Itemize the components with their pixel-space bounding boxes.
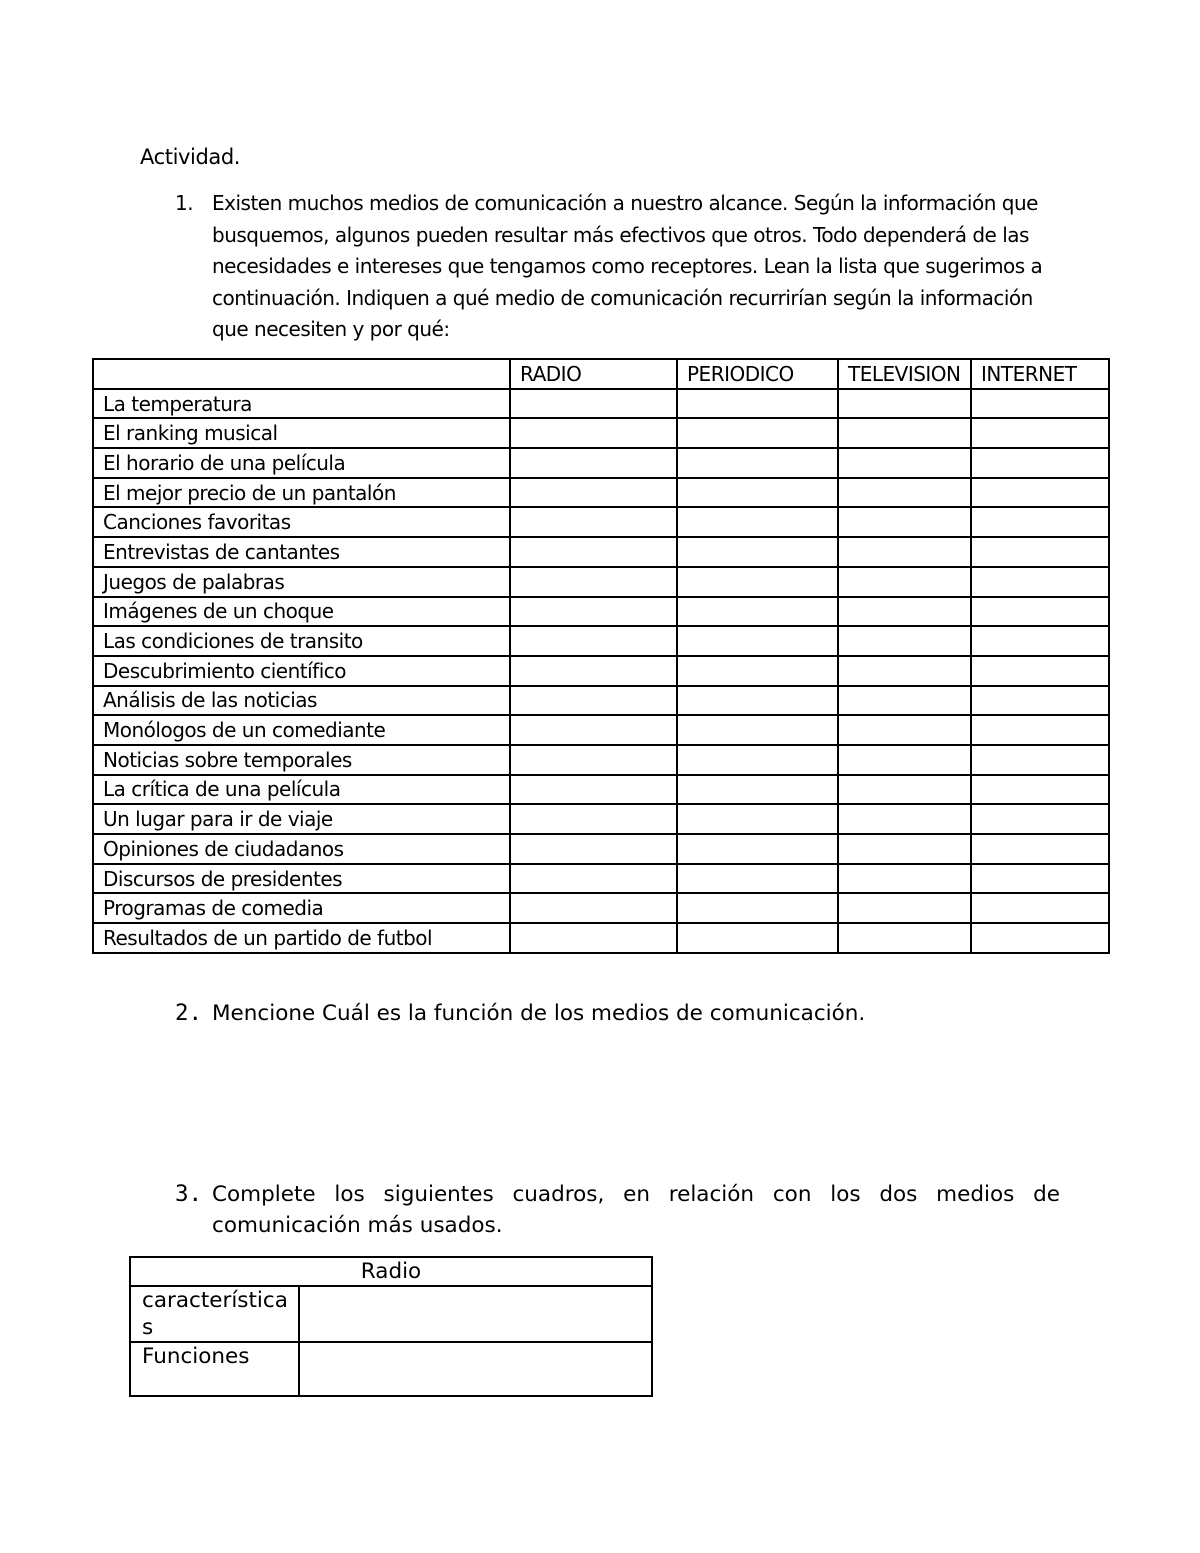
table-row bbox=[93, 715, 1109, 745]
media-table-answer-cell[interactable] bbox=[510, 656, 677, 686]
media-table-answer-cell[interactable] bbox=[838, 507, 971, 537]
question-3-line: Complete los siguientes cuadros, en relación con los dos medios de bbox=[212, 1182, 1060, 1207]
media-table-answer-cell[interactable] bbox=[838, 834, 971, 864]
media-table-answer-cell[interactable] bbox=[677, 864, 838, 894]
table-row bbox=[93, 448, 1109, 478]
media-table-answer-cell[interactable] bbox=[677, 893, 838, 923]
radio-table bbox=[129, 1256, 653, 1397]
media-table-answer-cell[interactable] bbox=[838, 597, 971, 627]
media-table-answer-cell[interactable] bbox=[677, 537, 838, 567]
media-table-answer-cell[interactable] bbox=[971, 597, 1109, 627]
question-1-line: busquemos, algunos pueden resultar más efectivos que otros. Todo dependerá de las bbox=[212, 222, 1029, 247]
media-table-answer-cell[interactable] bbox=[510, 923, 677, 953]
media-table-row-label: El horario de una película bbox=[93, 448, 510, 478]
media-table-answer-cell[interactable] bbox=[838, 923, 971, 953]
media-table-answer-cell[interactable] bbox=[838, 537, 971, 567]
media-table-answer-cell[interactable] bbox=[838, 775, 971, 805]
media-table-answer-cell[interactable] bbox=[510, 389, 677, 419]
media-table-row-label: Programas de comedia bbox=[93, 893, 510, 923]
media-table-answer-cell[interactable] bbox=[510, 715, 677, 745]
radio-table-row-label: características bbox=[130, 1286, 299, 1342]
media-table-row-label: El mejor precio de un pantalón bbox=[93, 478, 510, 508]
media-table-row-label: Análisis de las noticias bbox=[93, 686, 510, 716]
question-1-line: Existen muchos medios de comunicación a nuestro alcance. Según la información que bbox=[212, 191, 1038, 215]
media-table-answer-cell[interactable] bbox=[838, 656, 971, 686]
media-table-answer-cell[interactable] bbox=[510, 775, 677, 805]
media-table-answer-cell[interactable] bbox=[510, 418, 677, 448]
media-table-answer-cell[interactable] bbox=[838, 864, 971, 894]
media-table-row-label: Entrevistas de cantantes bbox=[93, 537, 510, 567]
media-table bbox=[92, 358, 1110, 954]
table-row bbox=[93, 834, 1109, 864]
media-table-row-label: Opiniones de ciudadanos bbox=[93, 834, 510, 864]
media-table-answer-cell[interactable] bbox=[510, 448, 677, 478]
question-2-number: 2. bbox=[175, 1000, 203, 1026]
media-table-answer-cell[interactable] bbox=[677, 715, 838, 745]
media-table-answer-cell[interactable] bbox=[677, 626, 838, 656]
media-table-answer-cell[interactable] bbox=[838, 448, 971, 478]
media-table-answer-cell[interactable] bbox=[971, 567, 1109, 597]
table-row bbox=[93, 389, 1109, 419]
table-row bbox=[93, 923, 1109, 953]
media-table-row-label: El ranking musical bbox=[93, 418, 510, 448]
media-table-answer-cell[interactable] bbox=[971, 478, 1109, 508]
media-table-answer-cell[interactable] bbox=[677, 448, 838, 478]
media-table-answer-cell[interactable] bbox=[677, 775, 838, 805]
media-table-answer-cell[interactable] bbox=[838, 418, 971, 448]
media-table-answer-cell[interactable] bbox=[677, 804, 838, 834]
question-3-number: 3. bbox=[175, 1181, 203, 1207]
question-1-line: que necesiten y por qué: bbox=[212, 317, 450, 341]
media-table-answer-cell[interactable] bbox=[677, 567, 838, 597]
media-table-answer-cell[interactable] bbox=[510, 686, 677, 716]
media-table-row-label: Discursos de presidentes bbox=[93, 864, 510, 894]
table-row bbox=[93, 745, 1109, 775]
media-table-answer-cell[interactable] bbox=[510, 507, 677, 537]
media-table-answer-cell[interactable] bbox=[510, 864, 677, 894]
media-table-answer-cell[interactable] bbox=[677, 418, 838, 448]
media-table-answer-cell[interactable] bbox=[971, 418, 1109, 448]
media-table-row-label: La crítica de una película bbox=[93, 775, 510, 805]
question-3-line: comunicación más usados. bbox=[212, 1213, 503, 1238]
media-table-answer-cell[interactable] bbox=[971, 864, 1109, 894]
media-table-row-label: Resultados de un partido de futbol bbox=[93, 923, 510, 953]
media-table-answer-cell[interactable] bbox=[510, 567, 677, 597]
media-table-row-label: Las condiciones de transito bbox=[93, 626, 510, 656]
media-table-answer-cell[interactable] bbox=[677, 507, 838, 537]
media-table-answer-cell[interactable] bbox=[510, 834, 677, 864]
media-table-header-row bbox=[93, 359, 1109, 389]
media-table-answer-cell[interactable] bbox=[838, 686, 971, 716]
media-table-answer-cell[interactable] bbox=[510, 626, 677, 656]
radio-table-answer-cell[interactable] bbox=[299, 1286, 652, 1342]
table-row bbox=[130, 1342, 652, 1396]
question-1-number: 1. bbox=[175, 191, 194, 215]
radio-table-row-label: Funciones bbox=[130, 1342, 299, 1396]
table-row bbox=[93, 597, 1109, 627]
media-table-answer-cell[interactable] bbox=[971, 389, 1109, 419]
media-table-answer-cell[interactable] bbox=[677, 389, 838, 419]
radio-table-title-row bbox=[130, 1257, 652, 1286]
table-row bbox=[93, 775, 1109, 805]
media-table-answer-cell[interactable] bbox=[677, 834, 838, 864]
media-table-body bbox=[93, 389, 1109, 953]
media-table-answer-cell[interactable] bbox=[510, 804, 677, 834]
question-2 bbox=[175, 998, 865, 1029]
media-table-answer-cell[interactable] bbox=[838, 567, 971, 597]
media-table-answer-cell[interactable] bbox=[971, 448, 1109, 478]
media-table-answer-cell[interactable] bbox=[677, 478, 838, 508]
media-table-row-label: Un lugar para ir de viaje bbox=[93, 804, 510, 834]
question-1-line: continuación. Indiquen a qué medio de comunicación recurrirían según la información bbox=[212, 285, 1033, 310]
media-table-answer-cell[interactable] bbox=[510, 893, 677, 923]
table-row bbox=[93, 893, 1109, 923]
question-1-line: necesidades e intereses que tengamos como receptores. Lean la lista que sugerimos a bbox=[212, 254, 1043, 278]
radio-table-answer-cell[interactable] bbox=[299, 1342, 652, 1396]
media-table-answer-cell[interactable] bbox=[971, 537, 1109, 567]
media-table-answer-cell[interactable] bbox=[838, 745, 971, 775]
table-row bbox=[93, 507, 1109, 537]
media-table-answer-cell[interactable] bbox=[971, 656, 1109, 686]
media-table-answer-cell[interactable] bbox=[971, 923, 1109, 953]
media-table-row-label: Imágenes de un choque bbox=[93, 597, 510, 627]
media-table-answer-cell[interactable] bbox=[677, 923, 838, 953]
media-table-answer-cell[interactable] bbox=[971, 626, 1109, 656]
table-row bbox=[93, 418, 1109, 448]
question-2-text: Mencione Cuál es la función de los medios de comunicación. bbox=[212, 1001, 866, 1026]
media-table-answer-cell[interactable] bbox=[838, 715, 971, 745]
media-table-header-television: TELEVISION bbox=[838, 359, 971, 389]
media-table-answer-cell[interactable] bbox=[971, 686, 1109, 716]
media-table-header-internet: INTERNET bbox=[971, 359, 1109, 389]
media-table-row-label: Monólogos de un comediante bbox=[93, 715, 510, 745]
question-3-text bbox=[212, 1179, 1060, 1241]
media-table-answer-cell[interactable] bbox=[510, 537, 677, 567]
media-table-answer-cell[interactable] bbox=[971, 804, 1109, 834]
media-table-answer-cell[interactable] bbox=[510, 597, 677, 627]
media-table-answer-cell[interactable] bbox=[838, 804, 971, 834]
table-row bbox=[93, 567, 1109, 597]
radio-table-title: Radio bbox=[130, 1257, 652, 1286]
media-table-answer-cell[interactable] bbox=[971, 745, 1109, 775]
media-table-row-label: Canciones favoritas bbox=[93, 507, 510, 537]
table-row bbox=[93, 478, 1109, 508]
media-table-answer-cell[interactable] bbox=[677, 686, 838, 716]
media-table-answer-cell[interactable] bbox=[510, 478, 677, 508]
media-table-answer-cell[interactable] bbox=[971, 715, 1109, 745]
question-3 bbox=[175, 1179, 1060, 1241]
media-table-row-label: Noticias sobre temporales bbox=[93, 745, 510, 775]
media-table-header-periodico: PERIODICO bbox=[677, 359, 838, 389]
media-table-header-blank bbox=[93, 359, 510, 389]
media-table-answer-cell[interactable] bbox=[677, 597, 838, 627]
media-table-answer-cell[interactable] bbox=[510, 745, 677, 775]
table-row bbox=[130, 1286, 652, 1342]
media-table-answer-cell[interactable] bbox=[677, 656, 838, 686]
table-row bbox=[93, 864, 1109, 894]
media-table-answer-cell[interactable] bbox=[838, 389, 971, 419]
table-row bbox=[93, 656, 1109, 686]
table-row bbox=[93, 686, 1109, 716]
media-table-header-radio: RADIO bbox=[510, 359, 677, 389]
media-table-row-label: Descubrimiento científico bbox=[93, 656, 510, 686]
question-1 bbox=[175, 188, 1055, 346]
table-row bbox=[93, 626, 1109, 656]
media-table-answer-cell[interactable] bbox=[971, 893, 1109, 923]
media-table-row-label: La temperatura bbox=[93, 389, 510, 419]
media-table-answer-cell[interactable] bbox=[838, 626, 971, 656]
table-row bbox=[93, 537, 1109, 567]
page-heading: Actividad. bbox=[140, 145, 241, 169]
media-table-row-label: Juegos de palabras bbox=[93, 567, 510, 597]
media-table-answer-cell[interactable] bbox=[838, 893, 971, 923]
table-row bbox=[93, 804, 1109, 834]
media-table-answer-cell[interactable] bbox=[971, 507, 1109, 537]
media-table-answer-cell[interactable] bbox=[838, 478, 971, 508]
media-table-answer-cell[interactable] bbox=[971, 834, 1109, 864]
media-table-answer-cell[interactable] bbox=[677, 745, 838, 775]
question-1-text bbox=[212, 188, 1055, 346]
media-table-answer-cell[interactable] bbox=[971, 775, 1109, 805]
